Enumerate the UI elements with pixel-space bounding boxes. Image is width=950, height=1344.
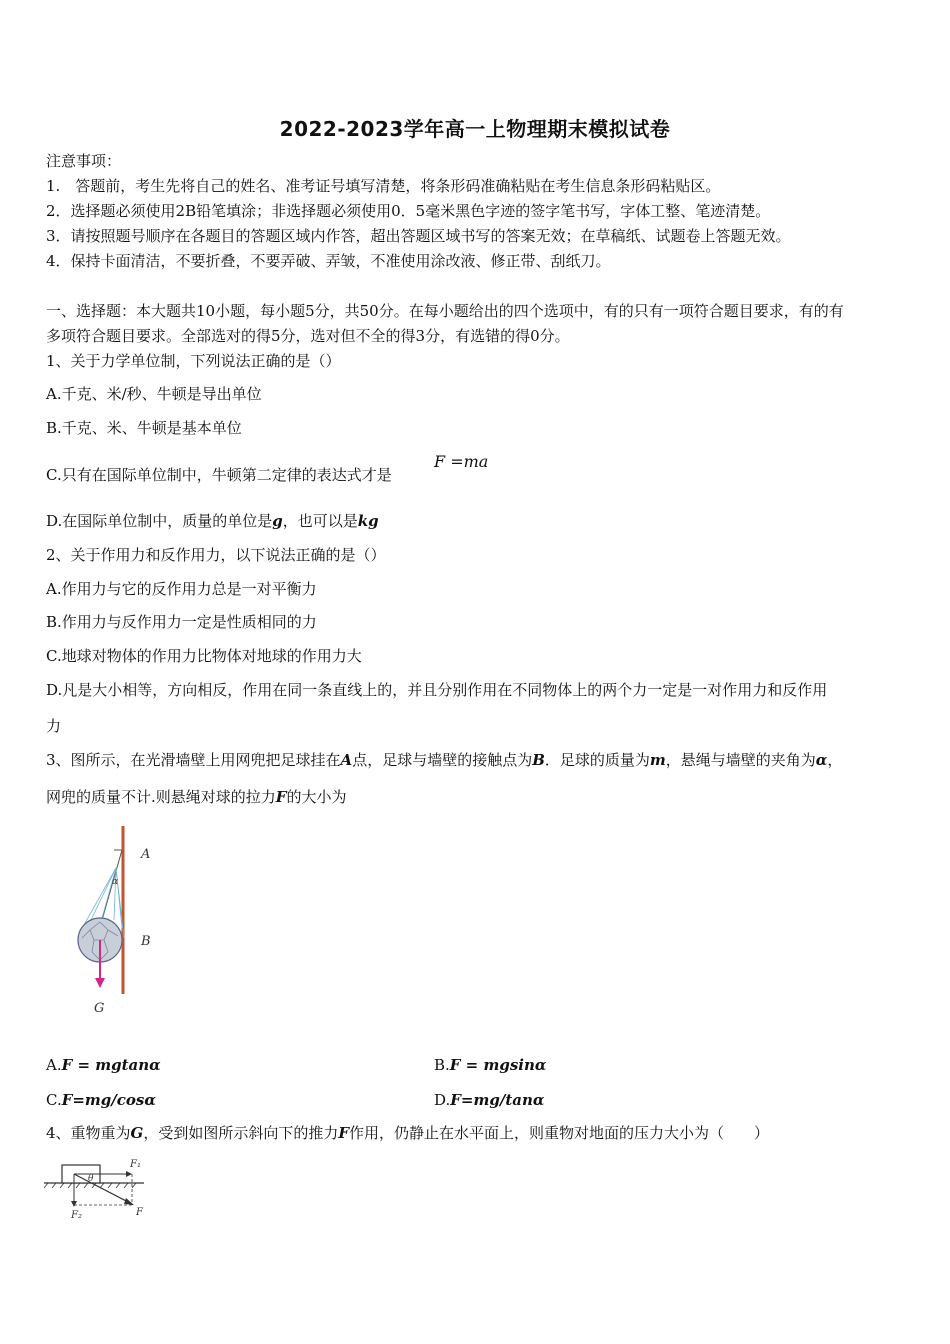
q2-option-b: B.作用力与反作用力一定是性质相同的力 [46,613,317,631]
q3-option-c-letter: C. [46,1091,62,1109]
q1-stem: 1、关于力学单位制，下列说法正确的是（） [46,352,341,370]
q3-text-5: ， [827,751,843,769]
notice-item-1: 1. 答题前，考生先将自己的姓名、准考证号填写清楚，将条形码准确粘贴在考生信息条形码粘贴区。 [46,177,721,195]
q2-option-d-line-1: D.凡是大小相等，方向相反，作用在同一条直线上的，并且分别作用在不同物体上的两个力一定是一对作用力和反作用 [46,681,828,699]
notice-item-3: 3．请按照题号顺序在各题目的答题区域内作答，超出答题区域书写的答案无效；在草稿纸、试题卷上答题无效。 [46,227,791,245]
q3-text-2: 点，足球与墙壁的接触点为 [352,751,533,769]
q4-text-1: 4、重物重为 [46,1124,131,1142]
f-arrowhead [124,1198,134,1205]
label-b: B [141,934,151,949]
q4-force-figure [44,1155,154,1223]
label-f1: F₁ [130,1159,141,1170]
label-g: G [94,1001,105,1016]
q3-stem-line-2 [46,787,346,807]
notice-item-2: 2．选择题必须使用2B铅笔填涂；非选择题必须使用0．5毫米黑色字迹的签字笔书写，字体工整、笔迹清楚。 [46,202,771,220]
q3-football-figure [70,822,170,1022]
q1-option-a: A.千克、米/秒、牛顿是导出单位 [46,385,262,403]
q1-d-unit-kg: kg [357,512,379,530]
q3-option-a-letter: A. [46,1056,62,1074]
q1-d-unit-g: g [272,512,283,530]
q4-text-3: 作用，仍静止在水平面上，则重物对地面的压力大小为（ ） [349,1124,770,1142]
q3-option-d [434,1090,544,1110]
q3-text-4: ，悬绳与墙壁的夹角为 [665,751,816,769]
q3-option-b-letter: B. [434,1056,450,1074]
q3-angle-alpha: α [815,751,828,769]
label-a: A [141,847,151,862]
notice-item-4: 4．保持卡面清洁，不要折叠，不要弄破、弄皱，不准使用涂改液、修正带、刮纸刀。 [46,252,611,270]
q1-option-d [46,511,379,531]
q3-text-3: ．足球的质量为 [544,751,650,769]
label-alpha: α [112,877,119,887]
f2-arrowhead [71,1201,77,1207]
q3-option-c [46,1090,156,1110]
notice-heading: 注意事项： [46,152,122,170]
q3-option-c-formula: F=mg/cosα [61,1091,156,1109]
q1-d-mid: ，也可以是 [282,512,358,530]
q3-option-d-letter: D. [434,1091,451,1109]
q3-force-f: F [275,788,287,806]
q1-d-text: D.在国际单位制中，质量的单位是 [46,512,273,530]
label-f2: F₂ [71,1210,82,1221]
q3-option-d-formula: F=mg/tanα [450,1091,545,1109]
q3-point-a: A [340,751,353,769]
q3-option-b-formula: F = mgsinα [449,1056,547,1074]
q3-point-b: B [532,751,545,769]
section-intro-line-1: 一、选择题：本大题共10小题，每小题5分，共50分。在每小题给出的四个选项中，有的只有一项符合题目要求，有的有 [46,302,844,320]
q1-option-c: C.只有在国际单位制中，牛顿第二定律的表达式才是 [46,466,392,484]
q2-stem: 2、关于作用力和反作用力，以下说法正确的是（） [46,546,386,564]
q3-text-6: 网兜的质量不计.则悬绳对球的拉力 [46,788,276,806]
q3-stem-line-1 [46,750,842,770]
page-title: 2022-2023学年高一上物理期末模拟试卷 [279,117,671,141]
q1-option-b: B.千克、米、牛顿是基本单位 [46,419,242,437]
gravity-arrowhead [95,978,105,988]
q4-weight-g: G [130,1124,144,1142]
q2-option-a: A.作用力与它的反作用力总是一对平衡力 [46,580,317,598]
q3-text-1: 3、图所示，在光滑墙壁上用网兜把足球挂在 [46,751,341,769]
q3-text-7: 的大小为 [286,788,347,806]
q3-option-a-formula: F = mgtanα [61,1056,161,1074]
q2-option-d-line-2: 力 [46,717,62,735]
section-intro-line-2: 多项符合题目要求。全部选对的得5分，选对但不全的得3分，有选错的得0分。 [46,327,570,345]
f1-arrowhead [126,1171,132,1177]
q2-option-c: C.地球对物体的作用力比物体对地球的作用力大 [46,647,362,665]
label-theta: θ [88,1174,94,1184]
q4-stem [46,1123,769,1143]
q1-formula: F =ma [434,452,489,471]
f-vector [74,1174,130,1203]
q3-mass-m: m [649,751,666,769]
q4-text-2: ，受到如图所示斜向下的推力 [143,1124,339,1142]
label-f: F [136,1207,143,1218]
q4-force-f: F [338,1124,350,1142]
q3-option-a [46,1055,161,1075]
q3-option-b [434,1055,546,1075]
